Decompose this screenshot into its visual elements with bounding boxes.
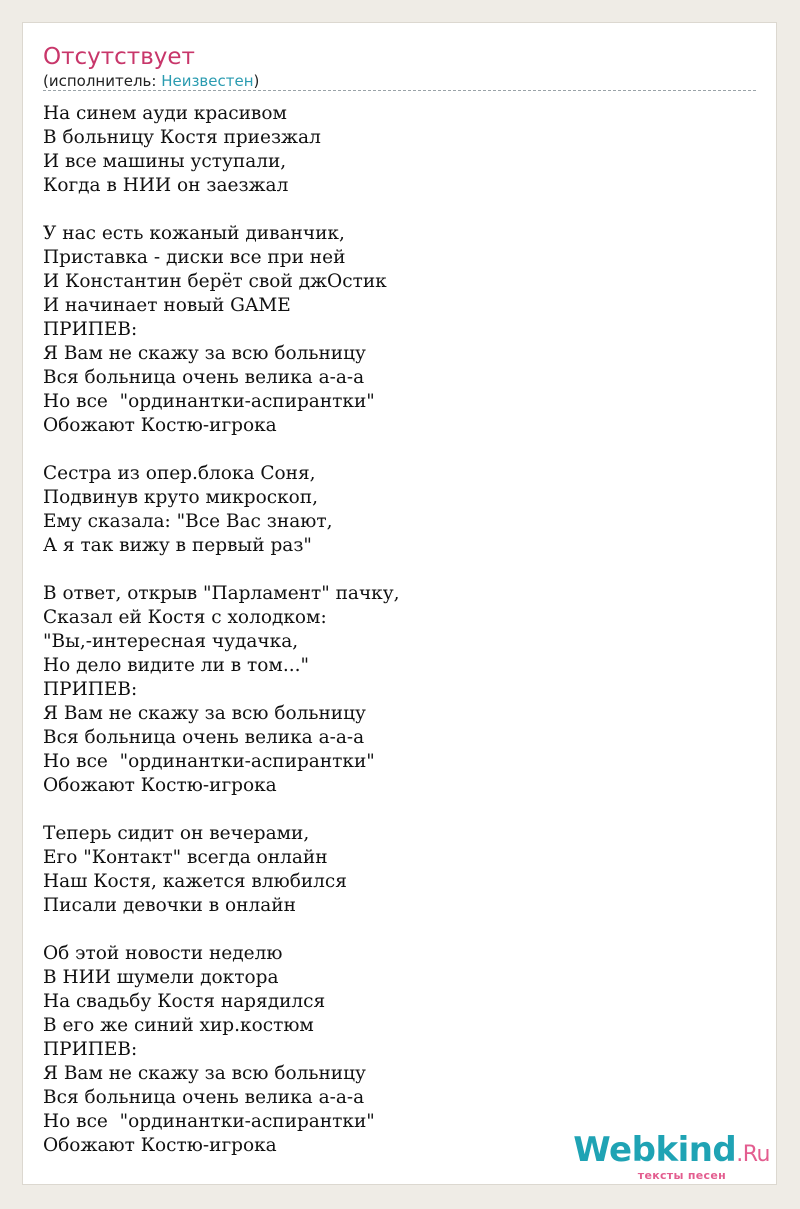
lyric-line: Но все "ординантки-аспирантки" (43, 751, 375, 772)
logo-main-text: Webkind (573, 1130, 737, 1170)
site-logo[interactable] (573, 1130, 770, 1182)
lyric-line: У нас есть кожаный диванчик, (43, 223, 345, 244)
lyric-line: Я Вам не скажу за всю больницу (43, 343, 366, 364)
lyric-line: А я так вижу в первый раз" (43, 535, 312, 556)
lyric-blank-line (43, 198, 400, 222)
lyric-line: Подвинув круто микроскоп, (43, 487, 318, 508)
lyric-line: На синем ауди красивом (43, 103, 287, 124)
lyric-line: Но все "ординантки-аспирантки" (43, 391, 375, 412)
song-title: Отсутствует (43, 44, 195, 70)
lyric-line: Обожают Костю-игрока (43, 775, 277, 796)
lyrics-body (43, 102, 400, 1158)
lyric-line: ПРИПЕВ: (43, 319, 138, 340)
logo-subtitle: тексты песен (637, 1169, 726, 1182)
lyric-line: Об этой новости неделю (43, 943, 283, 964)
lyric-line: Приставка - диски все при ней (43, 247, 346, 268)
lyric-blank-line (43, 438, 400, 462)
lyric-blank-line (43, 558, 400, 582)
lyric-line: Когда в НИИ он заезжал (43, 175, 289, 196)
artist-line (43, 72, 259, 90)
lyric-line: Но все "ординантки-аспирантки" (43, 1111, 375, 1132)
lyric-line: В его же синий хир.костюм (43, 1015, 314, 1036)
lyric-line: Ему сказала: "Все Вас знают, (43, 511, 333, 532)
logo-tld: .Ru (736, 1142, 770, 1167)
lyric-line: Вся больница очень велика а-а-а (43, 1087, 365, 1108)
lyric-line: В НИИ шумели доктора (43, 967, 279, 988)
lyric-line: И начинает новый GAME (43, 295, 291, 316)
lyric-line: "Вы,-интересная чудачка, (43, 631, 299, 652)
lyric-line: Вся больница очень велика а-а-а (43, 727, 365, 748)
lyric-line: Писали девочки в онлайн (43, 895, 296, 916)
lyric-line: ПРИПЕВ: (43, 679, 138, 700)
lyric-line: Обожают Костю-игрока (43, 415, 277, 436)
lyric-line: В ответ, открыв "Парламент" пачку, (43, 583, 400, 604)
artist-link[interactable]: Неизвестен (161, 72, 254, 90)
lyric-line: Я Вам не скажу за всю больницу (43, 1063, 366, 1084)
lyric-line: Теперь сидит он вечерами, (43, 823, 310, 844)
lyric-line: Но дело видите ли в том..." (43, 655, 309, 676)
lyric-line: Вся больница очень велика а-а-а (43, 367, 365, 388)
lyric-line: И все машины уступали, (43, 151, 287, 172)
lyric-line: Сказал ей Костя с холодком: (43, 607, 327, 628)
lyric-line: ПРИПЕВ: (43, 1039, 138, 1060)
artist-prefix: (исполнитель: (43, 72, 162, 90)
lyric-line: На свадьбу Костя нарядился (43, 991, 326, 1012)
lyric-line: Сестра из опер.блока Соня, (43, 463, 316, 484)
lyric-line: Обожают Костю-игрока (43, 1135, 277, 1156)
lyric-line: Я Вам не скажу за всю больницу (43, 703, 366, 724)
lyric-line: И Константин берёт свой джОстик (43, 271, 387, 292)
lyric-line: Его "Контакт" всегда онлайн (43, 847, 328, 868)
lyric-line: В больницу Костя приезжал (43, 127, 321, 148)
lyric-blank-line (43, 918, 400, 942)
divider (43, 90, 756, 91)
artist-suffix: ) (253, 72, 260, 90)
lyrics-page (22, 22, 777, 1185)
lyric-blank-line (43, 798, 400, 822)
lyric-line: Наш Костя, кажется влюбился (43, 871, 347, 892)
